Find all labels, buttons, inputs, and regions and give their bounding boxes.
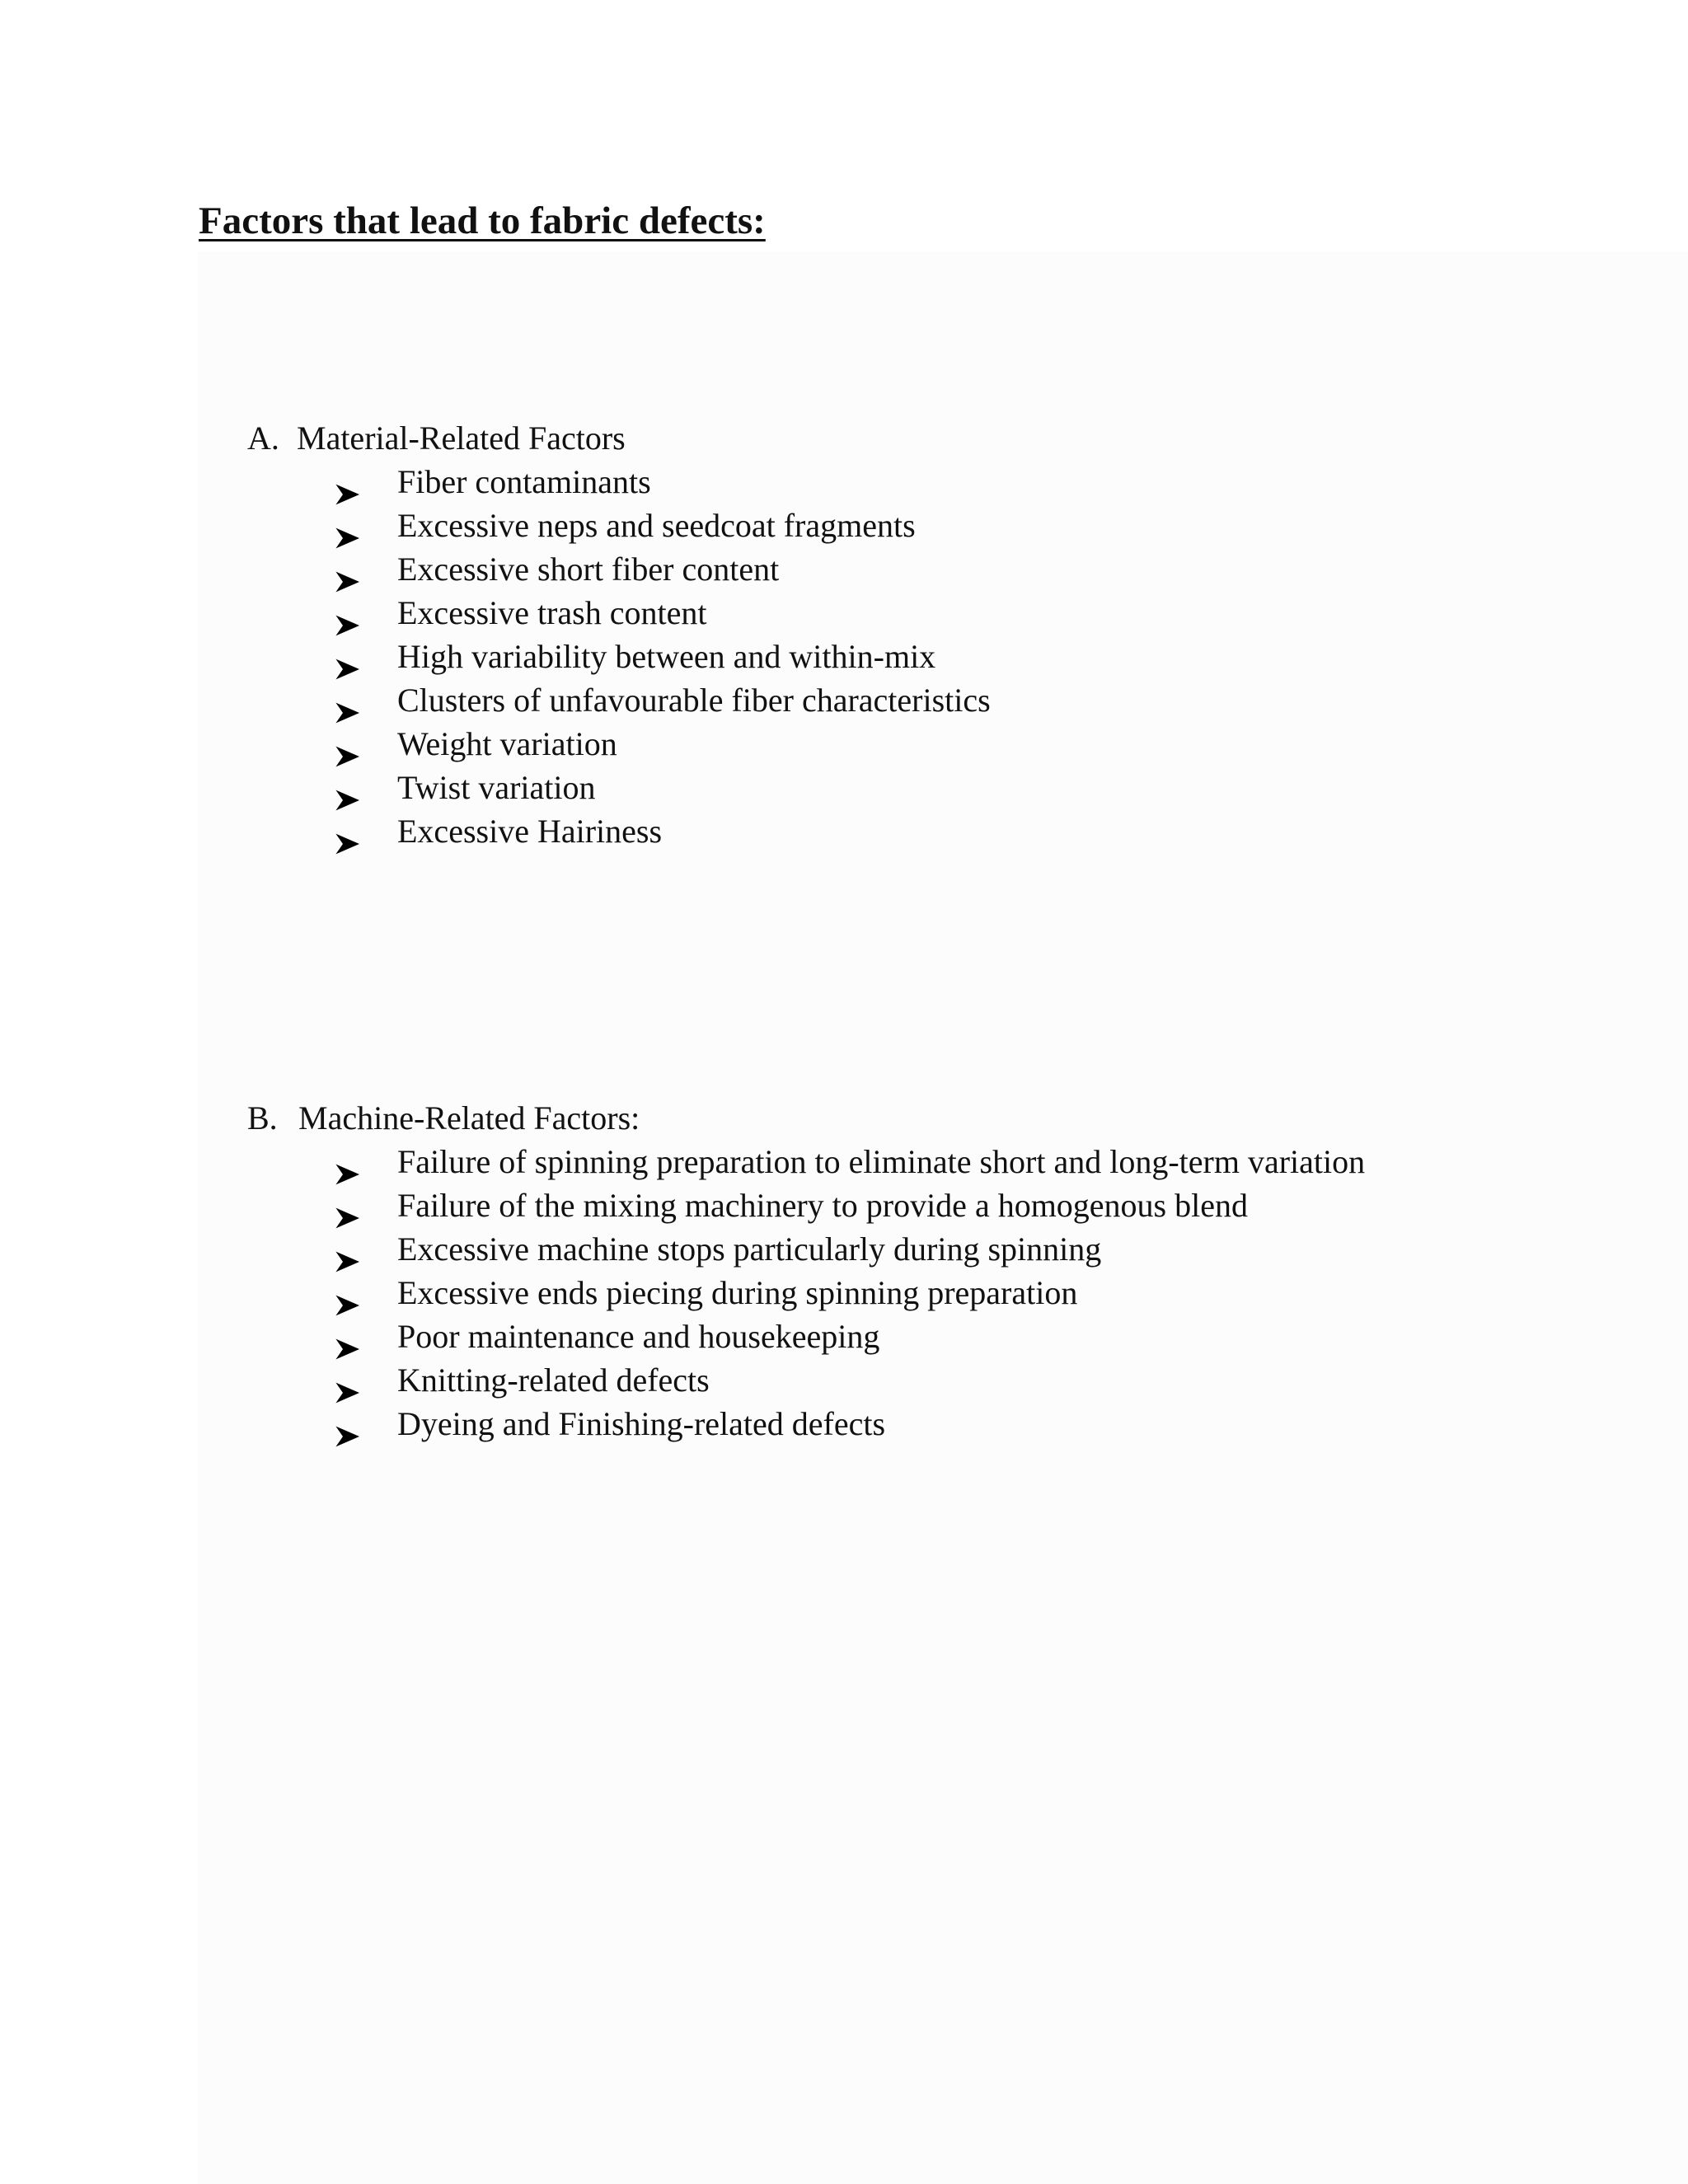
machine-factors-list xyxy=(247,1140,1366,1446)
list-item xyxy=(247,1358,710,1402)
material-factors-section xyxy=(247,416,991,853)
list-item-text: Weight variation xyxy=(397,725,617,762)
list-item-text: Failure of spinning preparation to eliminate short and long-term variation xyxy=(397,1143,1366,1180)
list-item xyxy=(247,809,663,853)
list-item-text: Poor maintenance and housekeeping xyxy=(397,1318,880,1355)
arrowhead-bullet-icon xyxy=(335,1371,359,1392)
section-heading xyxy=(247,416,626,460)
list-item xyxy=(247,766,626,809)
list-item xyxy=(247,722,626,766)
list-item-text: Knitting-related defects xyxy=(397,1361,710,1399)
list-item xyxy=(247,1183,1248,1227)
list-item-text: Dyeing and Finishing-related defects xyxy=(397,1405,886,1442)
list-item-text: Excessive Hairiness xyxy=(397,813,663,850)
list-item-text: Excessive ends piecing during spinning preparation xyxy=(397,1274,1078,1311)
machine-factors-section xyxy=(247,1096,1366,1446)
list-item xyxy=(247,504,916,547)
section-title: Material-Related Factors xyxy=(297,419,626,457)
list-item-text: Excessive neps and seedcoat fragments xyxy=(397,507,916,544)
arrowhead-bullet-icon xyxy=(335,1327,359,1348)
arrowhead-bullet-icon xyxy=(335,1283,359,1305)
arrowhead-bullet-icon xyxy=(335,647,359,668)
arrowhead-bullet-icon xyxy=(335,560,359,581)
arrowhead-bullet-icon xyxy=(335,516,359,537)
list-item xyxy=(247,547,780,591)
list-item xyxy=(247,1271,1078,1315)
arrowhead-bullet-icon xyxy=(335,603,359,625)
list-item-text: Fiber contaminants xyxy=(397,463,651,500)
arrowhead-bullet-icon xyxy=(335,1414,359,1436)
list-item xyxy=(247,635,936,678)
arrowhead-bullet-icon xyxy=(335,1240,359,1261)
list-item-text: Excessive short fiber content xyxy=(397,551,780,588)
list-item xyxy=(247,460,651,504)
list-item-text: Clusters of unfavourable fiber characteristics xyxy=(397,682,991,719)
section-marker: A. xyxy=(247,419,279,457)
section-heading xyxy=(247,1096,640,1140)
section-marker: B. xyxy=(247,1099,278,1137)
arrowhead-bullet-icon xyxy=(335,822,359,843)
material-factors-list xyxy=(247,460,991,853)
list-item xyxy=(247,1140,1366,1183)
page-title: Factors that lead to fabric defects: xyxy=(199,199,766,242)
list-item xyxy=(247,678,991,722)
list-item xyxy=(247,1402,886,1446)
list-item xyxy=(247,591,707,635)
list-item xyxy=(247,1227,1102,1271)
list-item-text: Excessive trash content xyxy=(397,594,707,631)
arrowhead-bullet-icon xyxy=(335,691,359,712)
arrowhead-bullet-icon xyxy=(335,472,359,494)
list-item-text: Excessive machine stops particularly during spinning xyxy=(397,1230,1102,1268)
section-title: Machine-Related Factors: xyxy=(298,1099,640,1137)
list-item-text: Failure of the mixing machinery to provide a homogenous blend xyxy=(397,1187,1248,1224)
list-item-text: Twist variation xyxy=(397,769,596,806)
list-item-text: High variability between and within-mix xyxy=(397,638,936,675)
arrowhead-bullet-icon xyxy=(335,734,359,756)
arrowhead-bullet-icon xyxy=(335,1196,359,1217)
list-item xyxy=(247,1315,880,1358)
arrowhead-bullet-icon xyxy=(335,778,359,799)
arrowhead-bullet-icon xyxy=(335,1152,359,1174)
